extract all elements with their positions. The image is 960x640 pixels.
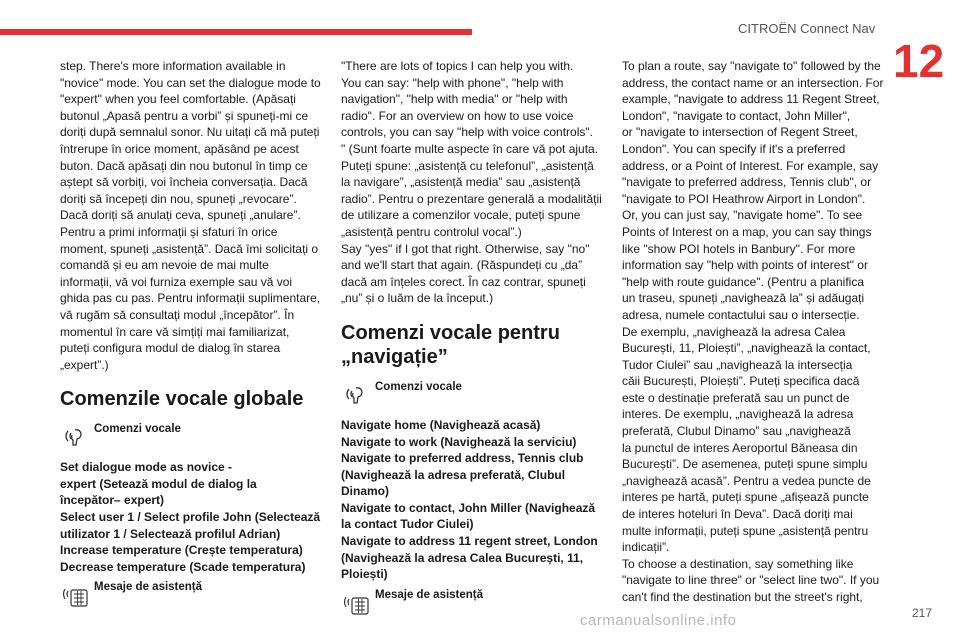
text-line: buton. Dacă apăsați din nou butonul în timp ce [60,158,308,173]
col1-commands [60,459,326,575]
text-line: and we'll start that again. (Răspundeți cu „da” [341,258,583,273]
text-line: de interes hoteluri în Deva”. Dacă doriți mai [622,507,853,522]
text-line: London", "navigate to contact, John Miller", [622,108,851,123]
text-line: „asistență pentru controlul vocal”.) [341,224,522,239]
text-line: aștept să vorbiți, voi încheia conversația. Dacă [60,175,308,190]
text-line: comandă și eu am nevoie de mai multe [60,258,269,273]
text-line: „nu” și o luăm de la început.) [341,291,494,306]
text-line: To plan a route, say "navigate to" followed by the [622,59,881,73]
text-line: Pentru a primi informații și sfaturi în orice [60,224,278,239]
text-line: indicații”. [622,540,670,555]
text-line: "There are lots of topics I can help you with. [341,59,574,73]
command-line: (Navighează la adresa Calea București, 11, [341,550,584,565]
voice-commands-text: Comenzi vocale [375,380,462,393]
column-3 [622,58,888,606]
text-line: puteți configura modul de dialog în starea [60,341,281,356]
text-line: "navigate to preferred address, Tennis club", or [622,175,872,190]
text-line: "help with route guidance". (Pentru a planifica [622,274,864,289]
voice-help-keypad-icon [341,587,371,617]
text-line: de utilizare a comenzilor vocale, puteți spune [341,208,581,223]
header-title: CITROËN Connect Nav [738,21,876,36]
col2-commands [341,417,607,583]
command-line: Navigate to address 11 regent street, London [341,534,598,549]
page-number: 217 [912,606,933,620]
text-line: dacă am înțeles corect. În caz contrar, spuneți [341,274,586,289]
text-line: adresa, numele contactului sau o intersecție. [622,307,860,322]
voice-commands-label [341,379,607,409]
text-line: information say "help with points of interest" or [622,258,868,273]
text-line: "expert" when you feel comfortable. (Apăsați [60,92,296,107]
text-line: navigation", "help with media" or "help with [341,92,568,107]
text-line: Points of Interest on a map, you can say things [622,224,872,239]
text-line: or "navigate to intersection of Regent Street, [622,125,858,140]
command-line: la contact Tudor Ciulei) [341,517,474,532]
text-line: este o destinație preferată sau un punct de [622,390,850,405]
column-1 [60,58,326,617]
text-line: "navigate to POI Heathrow Airport in London". [622,191,866,206]
command-line: Navigate to preferred address, Tennis club [341,451,584,466]
text-line: multe informații, puteți spune „asistență pentru [622,523,869,538]
text-line: can't find the destination but the street's right, [622,590,863,604]
voice-commands-text: Comenzi vocale [94,423,181,436]
command-line: Dinamo) [341,484,389,499]
text-line: You can say: "help with phone", "help with [341,75,564,90]
text-line: întrerupe în orice moment, apăsând pe acest [60,141,299,156]
text-line: controls, you can say "help with voice controls". [341,125,593,140]
voice-help-keypad-icon [60,579,90,609]
text-line: momentul în care vă simțiți mai familiarizat, [60,324,290,339]
help-messages-text: Mesaje de asistență [94,581,203,594]
text-line: doriți să începeți din nou, spuneți „revocare”. [60,191,297,206]
text-line: București”. De asemenea, puteți spune simplu [622,457,868,472]
voice-command-icon [60,421,90,451]
text-line: preferată, Clubul Dinamo” sau „navighează [622,424,851,439]
text-line: „expert”.) [60,357,109,372]
text-line: ghida pas cu pas. Pentru informații suplimentare, [60,291,321,306]
section-heading [341,321,607,369]
text-line: „navighează acasă”. Pentru a vedea puncte de [622,473,871,488]
text-line: "novice" mode. You can set the dialogue mode to [60,75,321,90]
text-line: căii București, Ploiești”. Puteți specifica dacă [622,374,860,389]
command-line: Increase temperature (Crește temperatura) [60,543,303,558]
text-line: București, 11, Ploiești”, „navighează la contact, [622,341,871,356]
command-line: Navigate home (Navighează acasă) [341,417,541,432]
text-line: address, the contact name or an intersection. For [622,75,884,90]
watermark: carmanualsonline.info [580,612,737,629]
text-line: interes. De exemplu, „navighează la adresa [622,407,854,422]
command-line: începător– expert) [60,493,165,508]
text-line: Dacă doriți să anulați ceva, spuneți „anulare”. [60,208,301,223]
command-line: Set dialogue mode as novice - [60,460,233,475]
chapter-number: 12 [893,35,945,87]
command-line: Ploiești) [341,567,388,582]
heading-line-2: „navigație” [341,345,448,368]
text-line: Puteți spune: „asistență cu telefonul”, „asistență [341,158,594,173]
text-line: De exemplu, „navighează la adresa Calea [622,324,846,339]
text-line: radio". For an overview on how to use voice [341,108,574,123]
header-accent-bar [0,29,472,35]
command-line: (Navighează la adresa preferată, Clubul [341,467,566,482]
text-line: "navigate to line three" or "select line two". If you [622,573,880,588]
heading-line-1: Comenzi vocale pentru [341,321,560,344]
voice-command-icon [341,379,371,409]
text-line: informații, vă voi furniza exemple sau vă voi [60,274,293,289]
text-line: like "show POI hotels in Banbury". For more [622,241,856,256]
text-line: radio”. Pentru o prezentare generală a modalității [341,191,602,206]
text-line: Say "yes" if I got that right. Otherwise, say "no" [341,241,590,256]
text-line: address, or a Point of Interest. For example, say [622,158,879,173]
text-line: Tudor Ciulei” sau „navighează la intersecția [622,357,853,372]
text-line: " (Sunt foarte multe aspecte în care vă pot ajuta. [341,141,599,156]
command-line: expert (Setează modul de dialog la [60,476,257,491]
col1-intro [60,58,326,373]
text-line: example, "navigate to address 11 Regent Street, [622,92,880,107]
text-line: vă rugăm să consultați modul „începător”. În [60,307,295,322]
text-line: doriți după semnalul sonor. Nu uitați că mă puteți [60,125,320,140]
help-messages-label [341,587,607,617]
text-line: un traseu, spuneți „navighează la” și adăugați [622,291,865,306]
text-line: la navigare”, „asistență media” sau „asistență [341,175,581,190]
voice-commands-label [60,421,326,451]
column-2 [341,58,607,625]
text-line: moment, spuneți „asistență”. Dacă îmi solicitați o [60,241,319,256]
text-line: Or, you can just say, "navigate home". To see [622,208,863,223]
command-line: utilizator 1 / Selectează profilul Adrian) [60,526,281,541]
col2-intro [341,58,607,307]
command-line: Navigate to work (Navighează la serviciu) [341,434,577,449]
text-line: London". You can specify if it's a preferred [622,141,846,156]
text-line: butonul „Apasă pentru a vorbi” și spuneți-mi ce [60,108,309,123]
command-line: Select user 1 / Select profile John (Selectează [60,510,321,525]
text-line: To choose a destination, say something like [622,556,854,571]
help-messages-text: Mesaje de asistență [375,588,484,601]
section-heading: Comenzile vocale globale [60,388,304,411]
text-line: step. There's more information available in [60,59,286,73]
command-line: Navigate to contact, John Miller (Navighează [341,500,596,515]
text-line: interes pe hartă, puteți spune „afișează puncte [622,490,869,505]
command-line: Decrease temperature (Scade temperatura) [60,559,306,574]
text-line: la punctul de interes Aeroportul Băneasa din [622,440,858,455]
help-messages-label [60,579,326,609]
